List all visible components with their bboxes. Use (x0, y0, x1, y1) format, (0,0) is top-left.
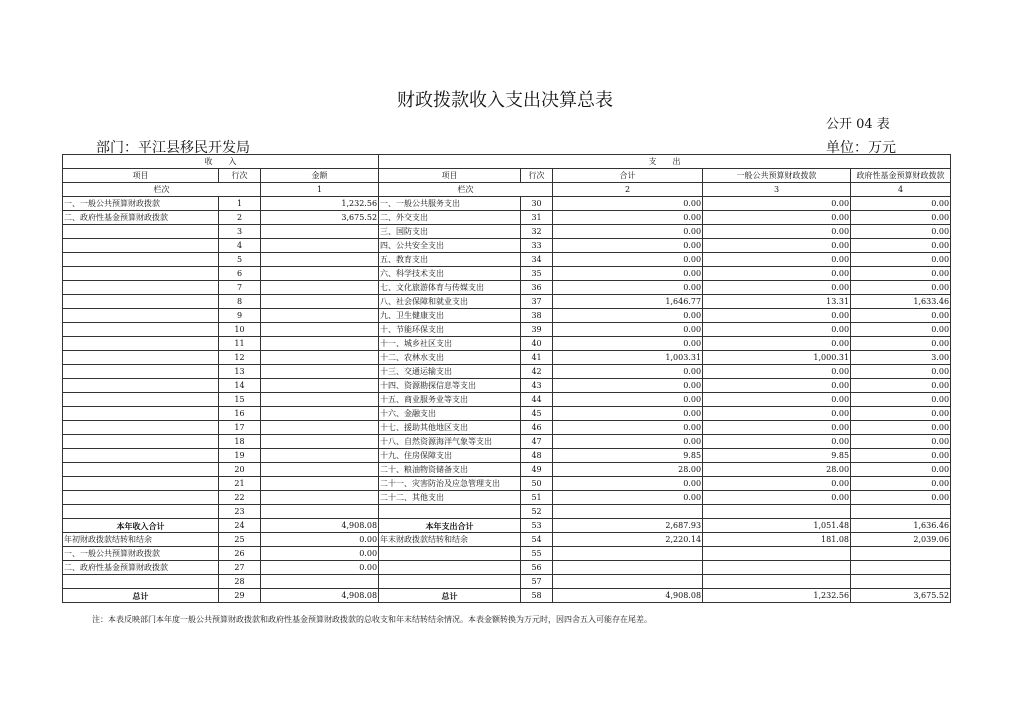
table-row (63, 575, 951, 589)
income-row-no-cell: 24 (219, 519, 261, 533)
col-header-amount: 金额 (261, 169, 379, 183)
income-item-cell (63, 351, 219, 365)
income-row-no-cell: 5 (219, 253, 261, 267)
table-row (63, 337, 951, 351)
income-row-no-cell: 19 (219, 449, 261, 463)
income-row-no-cell: 18 (219, 435, 261, 449)
expense-general-budget-cell: 181.08 (703, 533, 851, 547)
income-amount-cell (261, 309, 379, 323)
expense-fund-budget-cell: 0.00 (851, 267, 951, 281)
expense-total-cell: 0.00 (553, 407, 703, 421)
expense-item-cell (379, 575, 521, 589)
income-item-cell (63, 575, 219, 589)
footnote: 注：本表反映部门本年度一般公共预算财政拨款和政府性基金预算财政拨款的总收支和年末结转结余情况。本表金额转换为万元时，因四舍五入可能存在尾差。 (92, 615, 652, 624)
expense-fund-budget-cell: 0.00 (851, 337, 951, 351)
col-number-4: 4 (851, 183, 951, 197)
expense-row-no-cell: 50 (521, 477, 553, 491)
income-group-header: 收 入 (63, 155, 379, 169)
income-row-no-cell: 25 (219, 533, 261, 547)
income-item-cell (63, 505, 219, 519)
table-row (63, 491, 951, 505)
expense-fund-budget-cell: 0.00 (851, 197, 951, 211)
expense-item-cell: 八、社会保障和就业支出 (379, 295, 521, 309)
table-row (63, 477, 951, 491)
income-item-cell (63, 449, 219, 463)
income-row-no-cell: 17 (219, 421, 261, 435)
expense-fund-budget-cell: 0.00 (851, 463, 951, 477)
income-amount-cell: 1,232.56 (261, 197, 379, 211)
department-label: 部门：平江县移民开发局 (96, 140, 250, 156)
expense-row-no-cell: 47 (521, 435, 553, 449)
expense-fund-budget-cell: 0.00 (851, 323, 951, 337)
expense-row-no-cell: 52 (521, 505, 553, 519)
expense-total-cell (553, 505, 703, 519)
table-row (63, 505, 951, 519)
expense-total-cell: 0.00 (553, 393, 703, 407)
income-item-cell (63, 379, 219, 393)
expense-total-cell: 9.85 (553, 449, 703, 463)
expense-row-no-cell: 42 (521, 365, 553, 379)
income-row-no-cell: 13 (219, 365, 261, 379)
income-amount-cell (261, 407, 379, 421)
expense-item-cell: 十八、自然资源海洋气象等支出 (379, 435, 521, 449)
expense-total-cell: 0.00 (553, 491, 703, 505)
expense-fund-budget-cell: 0.00 (851, 435, 951, 449)
col-header-row-no: 行次 (219, 169, 261, 183)
col-label: 栏次 (63, 183, 261, 197)
expense-row-no-cell: 43 (521, 379, 553, 393)
income-row-no-cell: 10 (219, 323, 261, 337)
expense-fund-budget-cell: 3,675.52 (851, 589, 951, 603)
expense-row-no-cell: 41 (521, 351, 553, 365)
col-label-expense: 栏次 (379, 183, 553, 197)
expense-total-cell: 1,646.77 (553, 295, 703, 309)
expense-general-budget-cell: 0.00 (703, 225, 851, 239)
expense-item-cell: 二十二、其他支出 (379, 491, 521, 505)
expense-item-cell: 六、科学技术支出 (379, 267, 521, 281)
table-body (63, 197, 951, 603)
income-amount-cell (261, 421, 379, 435)
expense-total-cell: 0.00 (553, 379, 703, 393)
table-row (63, 533, 951, 547)
expense-total-cell: 0.00 (553, 435, 703, 449)
expense-fund-budget-cell: 1,633.46 (851, 295, 951, 309)
expense-row-no-cell: 56 (521, 561, 553, 575)
income-item-cell (63, 281, 219, 295)
income-amount-cell (261, 393, 379, 407)
expense-fund-budget-cell: 0.00 (851, 491, 951, 505)
expense-fund-budget-cell: 0.00 (851, 211, 951, 225)
expense-general-budget-cell: 0.00 (703, 267, 851, 281)
expense-total-cell: 0.00 (553, 211, 703, 225)
expense-row-no-cell: 55 (521, 547, 553, 561)
income-amount-cell (261, 435, 379, 449)
expense-general-budget-cell: 0.00 (703, 323, 851, 337)
expense-item-cell: 九、卫生健康支出 (379, 309, 521, 323)
income-item-cell (63, 491, 219, 505)
income-amount-cell (261, 337, 379, 351)
income-item-cell (63, 225, 219, 239)
expense-general-budget-cell: 0.00 (703, 281, 851, 295)
income-item-cell (63, 323, 219, 337)
income-amount-cell (261, 351, 379, 365)
expense-general-budget-cell: 0.00 (703, 253, 851, 267)
col-number-2: 2 (553, 183, 703, 197)
income-row-no-cell: 28 (219, 575, 261, 589)
expense-fund-budget-cell: 0.00 (851, 379, 951, 393)
table-row (63, 589, 951, 603)
expense-item-cell: 二十一、灾害防治及应急管理支出 (379, 477, 521, 491)
table-row (63, 393, 951, 407)
expense-fund-budget-cell: 0.00 (851, 225, 951, 239)
income-amount-cell: 0.00 (261, 533, 379, 547)
expense-general-budget-cell: 0.00 (703, 421, 851, 435)
table-row (63, 323, 951, 337)
header-row-groups (63, 155, 951, 169)
income-row-no-cell: 16 (219, 407, 261, 421)
expense-general-budget-cell: 1,051.48 (703, 519, 851, 533)
expense-item-cell: 十七、援助其他地区支出 (379, 421, 521, 435)
income-item-cell: 一、一般公共预算财政拨款 (63, 197, 219, 211)
income-row-no-cell: 26 (219, 547, 261, 561)
col-header-item: 项目 (63, 169, 219, 183)
expense-total-cell: 1,003.31 (553, 351, 703, 365)
income-amount-cell (261, 239, 379, 253)
expense-general-budget-cell: 0.00 (703, 491, 851, 505)
col-header-total: 合计 (553, 169, 703, 183)
expense-general-budget-cell: 13.31 (703, 295, 851, 309)
expense-fund-budget-cell (851, 575, 951, 589)
budget-table (62, 154, 951, 603)
income-item-cell: 一、一般公共预算财政拨款 (63, 547, 219, 561)
expense-total-cell (553, 547, 703, 561)
expense-fund-budget-cell: 0.00 (851, 309, 951, 323)
expense-general-budget-cell: 0.00 (703, 337, 851, 351)
income-amount-cell (261, 323, 379, 337)
expense-total-cell: 0.00 (553, 309, 703, 323)
income-amount-cell (261, 505, 379, 519)
expense-general-budget-cell: 0.00 (703, 197, 851, 211)
table-row (63, 519, 951, 533)
expense-total-cell: 0.00 (553, 267, 703, 281)
expense-item-cell (379, 505, 521, 519)
income-item-cell (63, 267, 219, 281)
expense-item-cell: 二十、粮油物资储备支出 (379, 463, 521, 477)
expense-row-no-cell: 58 (521, 589, 553, 603)
table-row (63, 547, 951, 561)
expense-total-cell: 0.00 (553, 365, 703, 379)
income-item-cell (63, 295, 219, 309)
income-amount-cell (261, 379, 379, 393)
expense-row-no-cell: 37 (521, 295, 553, 309)
expense-general-budget-cell (703, 561, 851, 575)
col-header-row-no-expense: 行次 (521, 169, 553, 183)
expense-general-budget-cell: 0.00 (703, 309, 851, 323)
income-row-no-cell: 3 (219, 225, 261, 239)
expense-general-budget-cell: 0.00 (703, 435, 851, 449)
expense-fund-budget-cell (851, 561, 951, 575)
expense-item-cell: 十三、交通运输支出 (379, 365, 521, 379)
income-amount-cell (261, 253, 379, 267)
expense-total-cell: 0.00 (553, 239, 703, 253)
income-amount-cell (261, 295, 379, 309)
expense-item-cell: 四、公共安全支出 (379, 239, 521, 253)
expense-row-no-cell: 54 (521, 533, 553, 547)
expense-item-cell: 二、外交支出 (379, 211, 521, 225)
expense-item-cell: 五、教育支出 (379, 253, 521, 267)
expense-general-budget-cell: 0.00 (703, 407, 851, 421)
expense-total-cell: 0.00 (553, 421, 703, 435)
income-item-cell (63, 477, 219, 491)
income-amount-cell: 3,675.52 (261, 211, 379, 225)
income-row-no-cell: 20 (219, 463, 261, 477)
income-item-cell: 总计 (63, 589, 219, 603)
expense-general-budget-cell: 0.00 (703, 365, 851, 379)
expense-row-no-cell: 34 (521, 253, 553, 267)
expense-total-cell: 0.00 (553, 253, 703, 267)
expense-item-cell: 十五、商业服务业等支出 (379, 393, 521, 407)
col-header-fund-budget: 政府性基金预算财政拨款 (851, 169, 951, 183)
table-row (63, 211, 951, 225)
table-row (63, 449, 951, 463)
income-item-cell (63, 253, 219, 267)
income-item-cell: 二、政府性基金预算财政拨款 (63, 211, 219, 225)
income-row-no-cell: 29 (219, 589, 261, 603)
expense-general-budget-cell: 0.00 (703, 393, 851, 407)
expense-general-budget-cell: 1,000.31 (703, 351, 851, 365)
income-amount-cell (261, 365, 379, 379)
expense-total-cell: 2,220.14 (553, 533, 703, 547)
table-row (63, 281, 951, 295)
table-row (63, 295, 951, 309)
expense-total-cell: 0.00 (553, 281, 703, 295)
expense-total-cell (553, 561, 703, 575)
expense-general-budget-cell: 9.85 (703, 449, 851, 463)
expense-row-no-cell: 40 (521, 337, 553, 351)
expense-row-no-cell: 30 (521, 197, 553, 211)
income-item-cell: 年初财政拨款结转和结余 (63, 533, 219, 547)
expense-general-budget-cell: 0.00 (703, 211, 851, 225)
expense-item-cell: 年末财政拨款结转和结余 (379, 533, 521, 547)
income-item-cell (63, 239, 219, 253)
income-row-no-cell: 14 (219, 379, 261, 393)
income-amount-cell: 0.00 (261, 561, 379, 575)
income-row-no-cell: 12 (219, 351, 261, 365)
expense-general-budget-cell: 0.00 (703, 239, 851, 253)
expense-item-cell: 一、一般公共服务支出 (379, 197, 521, 211)
income-item-cell (63, 463, 219, 477)
expense-fund-budget-cell: 0.00 (851, 407, 951, 421)
income-row-no-cell: 22 (219, 491, 261, 505)
expense-row-no-cell: 53 (521, 519, 553, 533)
expense-total-cell: 0.00 (553, 337, 703, 351)
expense-general-budget-cell: 0.00 (703, 379, 851, 393)
table-row (63, 379, 951, 393)
expense-general-budget-cell (703, 505, 851, 519)
expense-general-budget-cell: 28.00 (703, 463, 851, 477)
expense-row-no-cell: 57 (521, 575, 553, 589)
income-row-no-cell: 9 (219, 309, 261, 323)
income-row-no-cell: 8 (219, 295, 261, 309)
income-row-no-cell: 27 (219, 561, 261, 575)
expense-row-no-cell: 44 (521, 393, 553, 407)
expense-item-cell: 总计 (379, 589, 521, 603)
expense-fund-budget-cell: 0.00 (851, 393, 951, 407)
expense-fund-budget-cell: 1,636.46 (851, 519, 951, 533)
income-amount-cell: 0.00 (261, 547, 379, 561)
income-item-cell (63, 337, 219, 351)
expense-fund-budget-cell: 0.00 (851, 239, 951, 253)
income-amount-cell (261, 575, 379, 589)
expense-row-no-cell: 36 (521, 281, 553, 295)
expense-fund-budget-cell: 0.00 (851, 421, 951, 435)
table-row (63, 351, 951, 365)
table-row (63, 407, 951, 421)
income-item-cell: 本年收入合计 (63, 519, 219, 533)
col-number-1: 1 (261, 183, 379, 197)
expense-general-budget-cell (703, 547, 851, 561)
expense-row-no-cell: 38 (521, 309, 553, 323)
income-item-cell (63, 421, 219, 435)
page-title: 财政拨款收入支出决算总表 (397, 90, 613, 111)
col-header-general-budget: 一般公共预算财政拨款 (703, 169, 851, 183)
expense-item-cell: 三、国防支出 (379, 225, 521, 239)
table-row (63, 561, 951, 575)
income-row-no-cell: 2 (219, 211, 261, 225)
expense-fund-budget-cell: 0.00 (851, 253, 951, 267)
income-item-cell (63, 407, 219, 421)
expense-total-cell: 0.00 (553, 477, 703, 491)
income-item-cell: 二、政府性基金预算财政拨款 (63, 561, 219, 575)
expense-item-cell (379, 561, 521, 575)
expense-row-no-cell: 46 (521, 421, 553, 435)
expense-row-no-cell: 32 (521, 225, 553, 239)
expense-row-no-cell: 31 (521, 211, 553, 225)
table-row (63, 365, 951, 379)
expense-fund-budget-cell: 0.00 (851, 365, 951, 379)
income-item-cell (63, 365, 219, 379)
expense-item-cell: 十九、住房保障支出 (379, 449, 521, 463)
expense-total-cell: 28.00 (553, 463, 703, 477)
expense-row-no-cell: 33 (521, 239, 553, 253)
income-amount-cell (261, 463, 379, 477)
income-amount-cell (261, 267, 379, 281)
income-item-cell (63, 435, 219, 449)
expense-row-no-cell: 48 (521, 449, 553, 463)
expense-total-cell: 0.00 (553, 225, 703, 239)
expense-fund-budget-cell: 0.00 (851, 449, 951, 463)
expense-group-header: 支 出 (379, 155, 951, 169)
table-row (63, 309, 951, 323)
expense-total-cell: 0.00 (553, 197, 703, 211)
expense-general-budget-cell (703, 575, 851, 589)
expense-item-cell: 十四、资源勘探信息等支出 (379, 379, 521, 393)
expense-fund-budget-cell (851, 505, 951, 519)
expense-item-cell: 十、节能环保支出 (379, 323, 521, 337)
expense-fund-budget-cell: 2,039.06 (851, 533, 951, 547)
header-row-columns (63, 169, 951, 183)
expense-fund-budget-cell: 0.00 (851, 281, 951, 295)
income-amount-cell (261, 449, 379, 463)
expense-item-cell: 十二、农林水支出 (379, 351, 521, 365)
income-row-no-cell: 11 (219, 337, 261, 351)
income-row-no-cell: 4 (219, 239, 261, 253)
expense-total-cell: 0.00 (553, 323, 703, 337)
income-row-no-cell: 15 (219, 393, 261, 407)
expense-general-budget-cell: 1,232.56 (703, 589, 851, 603)
header-row-column-numbers (63, 183, 951, 197)
income-row-no-cell: 1 (219, 197, 261, 211)
expense-item-cell: 十六、金融支出 (379, 407, 521, 421)
table-row (63, 463, 951, 477)
income-amount-cell (261, 477, 379, 491)
income-item-cell (63, 309, 219, 323)
table-row (63, 239, 951, 253)
income-item-cell (63, 393, 219, 407)
income-amount-cell: 4,908.08 (261, 519, 379, 533)
expense-fund-budget-cell: 0.00 (851, 477, 951, 491)
expense-row-no-cell: 45 (521, 407, 553, 421)
expense-fund-budget-cell: 3.00 (851, 351, 951, 365)
expense-row-no-cell: 39 (521, 323, 553, 337)
table-row (63, 421, 951, 435)
income-row-no-cell: 7 (219, 281, 261, 295)
expense-row-no-cell: 35 (521, 267, 553, 281)
expense-total-cell: 2,687.93 (553, 519, 703, 533)
expense-item-cell: 七、文化旅游体育与传媒支出 (379, 281, 521, 295)
expense-item-cell: 本年支出合计 (379, 519, 521, 533)
table-row (63, 253, 951, 267)
income-amount-cell (261, 225, 379, 239)
income-row-no-cell: 23 (219, 505, 261, 519)
col-header-item-expense: 项目 (379, 169, 521, 183)
table-row (63, 435, 951, 449)
income-row-no-cell: 6 (219, 267, 261, 281)
expense-total-cell: 4,908.08 (553, 589, 703, 603)
income-amount-cell: 4,908.08 (261, 589, 379, 603)
expense-item-cell (379, 547, 521, 561)
unit-label: 单位：万元 (826, 140, 896, 156)
col-number-3: 3 (703, 183, 851, 197)
expense-row-no-cell: 51 (521, 491, 553, 505)
table-row (63, 197, 951, 211)
expense-row-no-cell: 49 (521, 463, 553, 477)
table-row (63, 267, 951, 281)
table-row (63, 225, 951, 239)
expense-general-budget-cell: 0.00 (703, 477, 851, 491)
form-code: 公开 04 表 (826, 117, 890, 132)
expense-fund-budget-cell (851, 547, 951, 561)
income-row-no-cell: 21 (219, 477, 261, 491)
expense-item-cell: 十一、城乡社区支出 (379, 337, 521, 351)
income-amount-cell (261, 491, 379, 505)
expense-total-cell (553, 575, 703, 589)
income-amount-cell (261, 281, 379, 295)
